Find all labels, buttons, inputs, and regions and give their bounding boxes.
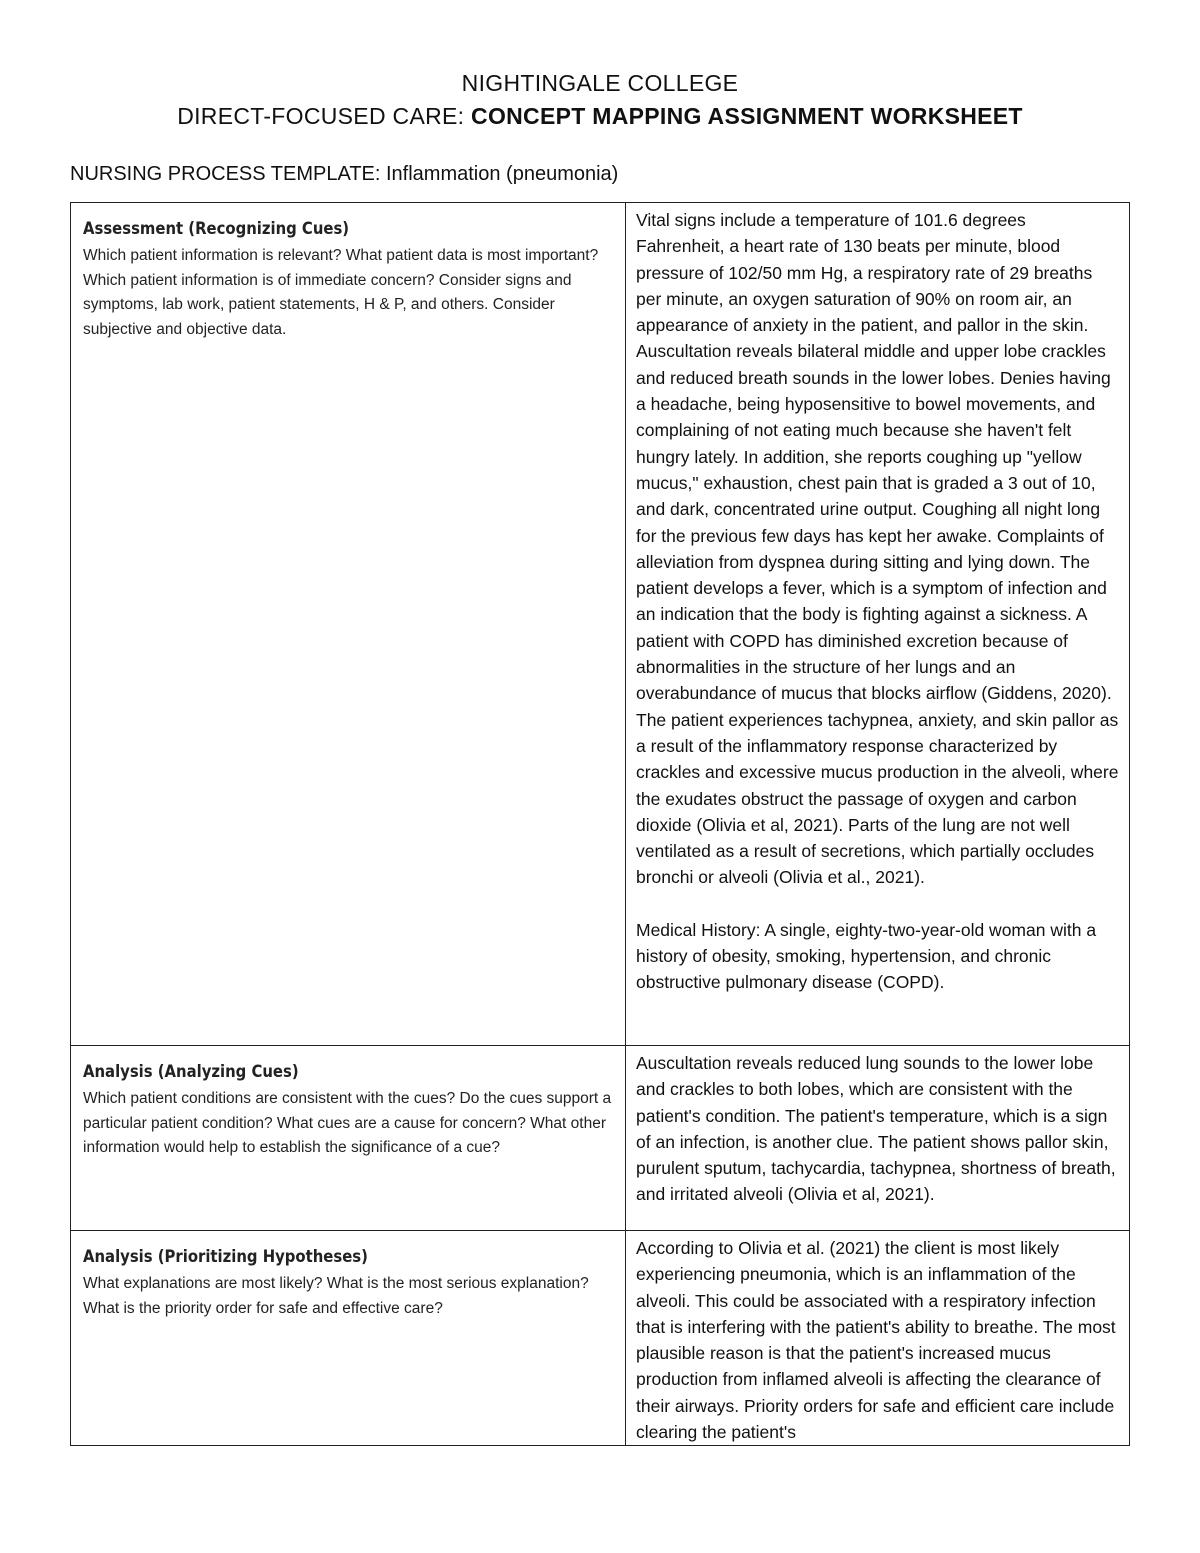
assessment-answer-cell (626, 203, 1130, 1046)
prioritizing-answer: According to Olivia et al. (2021) the client is most likely experiencing pneumonia, which is an inflammation of the alveoli. This could be associated with a respiratory infection that is interfering with the patient's ability to breathe. The most plausible reason is that the patient's increased mucus production from inflamed alveoli is affecting the clearance of their airways. Priority orders for safe and efficient care include clearing the patient's (636, 1238, 1116, 1443)
prioritizing-prompt-cell (71, 1231, 626, 1446)
analyzing-answer-cell (626, 1046, 1130, 1231)
assignment-title: CONCEPT MAPPING ASSIGNMENT WORKSHEET (471, 103, 1023, 129)
assessment-answer: Vital signs include a temperature of 101.6 degrees Fahrenheit, a heart rate of 130 beats per minute, blood pressure of 102/50 mm Hg, a respiratory rate of 29 breaths per minute, an oxygen saturation of 90% on room air, an appearance of anxiety in the patient, and pallor in the skin. Auscultation reveals bilateral middle and upper lobe crackles and reduced breath sounds in the lower lobes. Denies having a headache, being hyposensitive to bowel movements, and complaining of not eating much because she haven't felt hungry lately. In addition, she reports coughing up "yellow mucus," exhaustion, chest pain that is graded a 3 out of 10, and dark, concentrated urine output. Coughing all night long for the previous few days has kept her awake. Complaints of alleviation from dyspnea during sitting and lying down. The patient develops a fever, which is a symptom of infection and an indication that the body is fighting against a sickness. A patient with COPD has diminished excretion because of abnormalities in the structure of her lungs and an overabundance of mucus that blocks airflow (Giddens, 2020). The patient experiences tachypnea, anxiety, and skin pallor as a result of the inflammatory response characterized by crackles and excessive mucus production in the alveoli, where the exudates obstruct the passage of oxygen and carbon dioxide (Olivia et al, 2021). Parts of the lung are not well ventilated as a result of secretions, which partially occludes bronchi or alveoli (Olivia et al., 2021). (636, 210, 1119, 888)
medical-history: Medical History: A single, eighty-two-year-old woman with a history of obesity, smoking, hypertension, and chronic obstructive pulmonary disease (COPD). (636, 919, 1097, 993)
nursing-process-table (70, 202, 1130, 1446)
template-label: NURSING PROCESS TEMPLATE: Inflammation (pneumonia) (70, 163, 619, 185)
assessment-heading: Assessment (Recognizing Cues) (83, 219, 350, 238)
table-row-prioritizing (71, 1231, 1130, 1446)
table-row-analyzing-cues (71, 1046, 1130, 1231)
analyzing-heading: Analysis (Analyzing Cues) (83, 1062, 299, 1081)
prioritizing-answer-cell (626, 1231, 1130, 1446)
prioritizing-heading: Analysis (Prioritizing Hypotheses) (83, 1247, 368, 1266)
assessment-prompt: Which patient information is relevant? What patient data is most important? Which patient information is of immediate concern? Consider signs and symptoms, lab work, patient statements, H & P, and others. Consider subjective and objective data. (83, 247, 599, 338)
college-name: NIGHTINGALE COLLEGE (461, 70, 739, 96)
course-prefix: DIRECT-FOCUSED CARE: (177, 103, 472, 129)
prioritizing-prompt: What explanations are most likely? What is the most serious explanation? What is the priority order for safe and effective care? (83, 1275, 589, 1317)
analyzing-prompt-cell (71, 1046, 626, 1231)
analyzing-prompt: Which patient conditions are consistent with the cues? Do the cues support a particular patient condition? What cues are a cause for concern? What other information would help to establish the significance of a cue? (83, 1090, 612, 1156)
analyzing-answer: Auscultation reveals reduced lung sounds to the lower lobe and crackles to both lobes, which are consistent with the patient's condition. The patient's temperature, which is a sign of an infection, is another clue. The patient shows pallor skin, purulent sputum, tachycardia, tachypnea, shortness of breath, and irritated alveoli (Olivia et al, 2021). (636, 1053, 1116, 1205)
worksheet-title (0, 103, 1200, 130)
assessment-prompt-cell (71, 203, 626, 1046)
table-row-assessment (71, 203, 1130, 1046)
